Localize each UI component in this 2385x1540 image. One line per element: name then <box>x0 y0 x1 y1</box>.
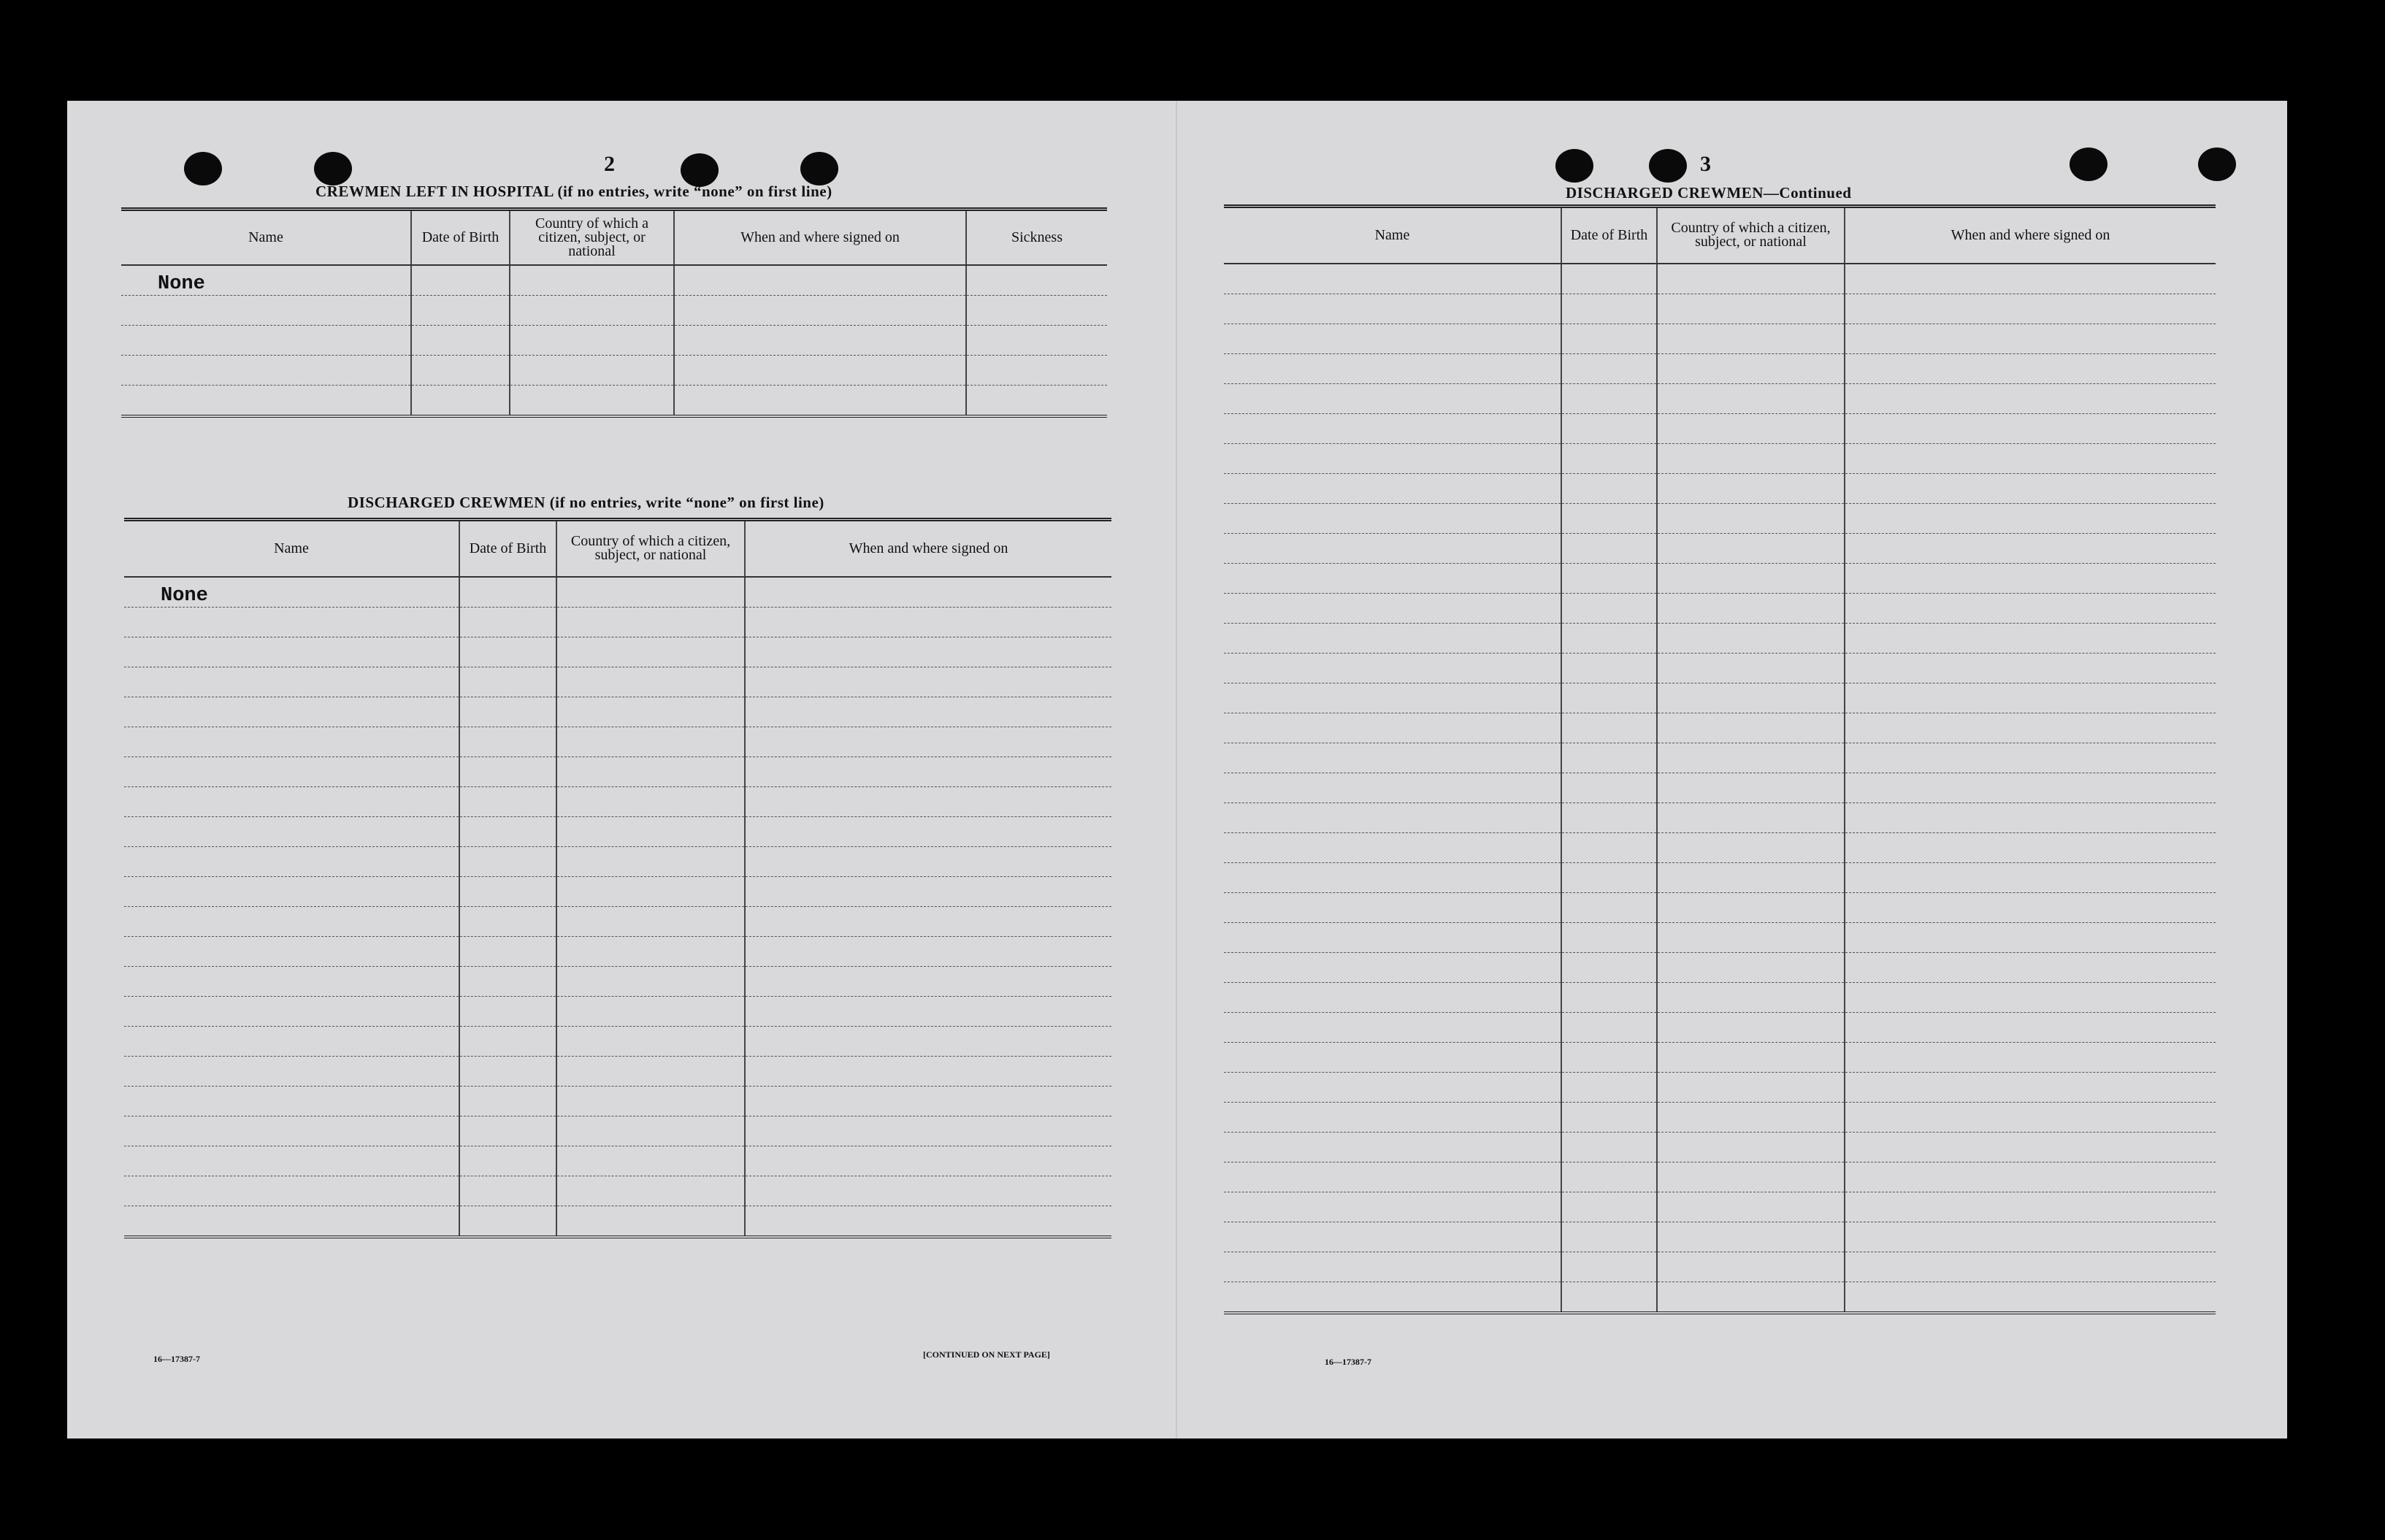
table-row <box>1224 1102 2216 1132</box>
table-row <box>1224 1132 2216 1162</box>
table-row <box>1224 413 2216 443</box>
table-row <box>1224 922 2216 952</box>
table-row <box>124 577 1111 608</box>
column-header-country: Country of which a citizen, subject, or national <box>510 210 674 265</box>
table-row <box>1224 743 2216 773</box>
table-row <box>121 265 1107 296</box>
column-header-country: Country of which a citizen, subject, or national <box>556 520 745 577</box>
column-header-name: Name <box>124 520 459 577</box>
table-row <box>1224 802 2216 832</box>
table-row <box>121 355 1107 385</box>
table-row <box>124 1056 1111 1086</box>
page-number: 3 <box>1700 152 1711 176</box>
continued-note: [CONTINUED ON NEXT PAGE] <box>923 1349 1050 1360</box>
table-row <box>1224 473 2216 503</box>
form-number: 16—17387-7 <box>1325 1357 1371 1367</box>
column-header-signed-on: When and where signed on <box>745 520 1111 577</box>
table-row <box>1224 323 2216 353</box>
punch-hole <box>184 152 222 185</box>
discharged-section-title <box>348 494 824 512</box>
discharged-table <box>124 518 1111 1238</box>
table-row <box>1224 982 2216 1012</box>
discharged-title-note: (if no entries, write “none” on first line) <box>549 494 824 511</box>
table-row <box>124 1176 1111 1206</box>
discharged-continued-title: DISCHARGED CREWMEN—Continued <box>1566 184 1852 202</box>
table-row <box>124 667 1111 697</box>
table-row <box>124 996 1111 1026</box>
table-row <box>1224 383 2216 413</box>
hospital-section-title <box>315 183 832 201</box>
table-row <box>1224 593 2216 623</box>
table-row <box>124 906 1111 936</box>
table-row <box>1224 1252 2216 1282</box>
table-row <box>1224 264 2216 294</box>
column-header-sickness: Sickness <box>966 210 1107 265</box>
punch-hole <box>2070 148 2108 181</box>
table-row <box>1224 683 2216 713</box>
table-row <box>1224 623 2216 653</box>
table-row <box>1224 353 2216 383</box>
punch-hole <box>314 152 352 185</box>
punch-hole <box>1555 149 1593 183</box>
table-row <box>1224 773 2216 802</box>
punch-hole <box>2198 148 2236 181</box>
hospital-title-note: (if no entries, write “none” on first line) <box>557 183 832 200</box>
table-row <box>1224 832 2216 862</box>
form-number: 16—17387-7 <box>153 1354 200 1364</box>
page-number: 2 <box>604 152 615 176</box>
table-row <box>124 756 1111 786</box>
table-row <box>121 295 1107 325</box>
table-row <box>121 385 1107 416</box>
left-page <box>67 101 1177 1439</box>
table-row <box>124 1116 1111 1146</box>
table-row <box>124 1206 1111 1237</box>
hospital-table <box>121 207 1107 418</box>
table-row <box>124 786 1111 816</box>
table-row <box>1224 294 2216 323</box>
table-row <box>1224 892 2216 922</box>
discharged-title-text: DISCHARGED CREWMEN <box>348 494 545 511</box>
table-row <box>121 325 1107 355</box>
table-row <box>124 846 1111 876</box>
hospital-title-text: CREWMEN LEFT IN HOSPITAL <box>315 183 554 200</box>
table-row <box>124 727 1111 756</box>
table-row <box>1224 653 2216 683</box>
table-row <box>1224 1012 2216 1042</box>
table-row <box>124 966 1111 996</box>
table-row <box>1224 1192 2216 1222</box>
table-row <box>1224 952 2216 982</box>
table-row <box>1224 862 2216 892</box>
name-cell: None <box>121 265 411 296</box>
punch-hole <box>1649 149 1687 183</box>
column-header-name: Name <box>121 210 411 265</box>
column-header-date-of-birth: Date of Birth <box>459 520 556 577</box>
table-row <box>124 697 1111 727</box>
column-header-country: Country of which a citizen, subject, or national <box>1657 207 1845 264</box>
column-header-signed-on: When and where signed on <box>1845 207 2216 264</box>
table-row <box>1224 503 2216 533</box>
table-row <box>1224 1282 2216 1313</box>
column-header-name: Name <box>1224 207 1561 264</box>
punch-hole <box>800 152 838 185</box>
table-row <box>124 876 1111 906</box>
table-row <box>1224 443 2216 473</box>
table-row <box>1224 563 2216 593</box>
table-row <box>124 1146 1111 1176</box>
table-row <box>1224 713 2216 743</box>
table-row <box>1224 1162 2216 1192</box>
table-row <box>1224 533 2216 563</box>
name-cell: None <box>124 577 459 608</box>
table-row <box>124 1026 1111 1056</box>
document-spread <box>67 101 2287 1439</box>
table-row <box>124 637 1111 667</box>
column-header-date-of-birth: Date of Birth <box>411 210 510 265</box>
column-header-signed-on: When and where signed on <box>674 210 966 265</box>
table-row <box>124 936 1111 966</box>
table-row <box>1224 1042 2216 1072</box>
column-header-date-of-birth: Date of Birth <box>1561 207 1657 264</box>
table-row <box>124 607 1111 637</box>
table-row <box>1224 1072 2216 1102</box>
table-row <box>124 1086 1111 1116</box>
table-row <box>124 816 1111 846</box>
right-page <box>1177 101 2287 1439</box>
table-row <box>1224 1222 2216 1252</box>
discharged-continued-table <box>1224 204 2216 1314</box>
